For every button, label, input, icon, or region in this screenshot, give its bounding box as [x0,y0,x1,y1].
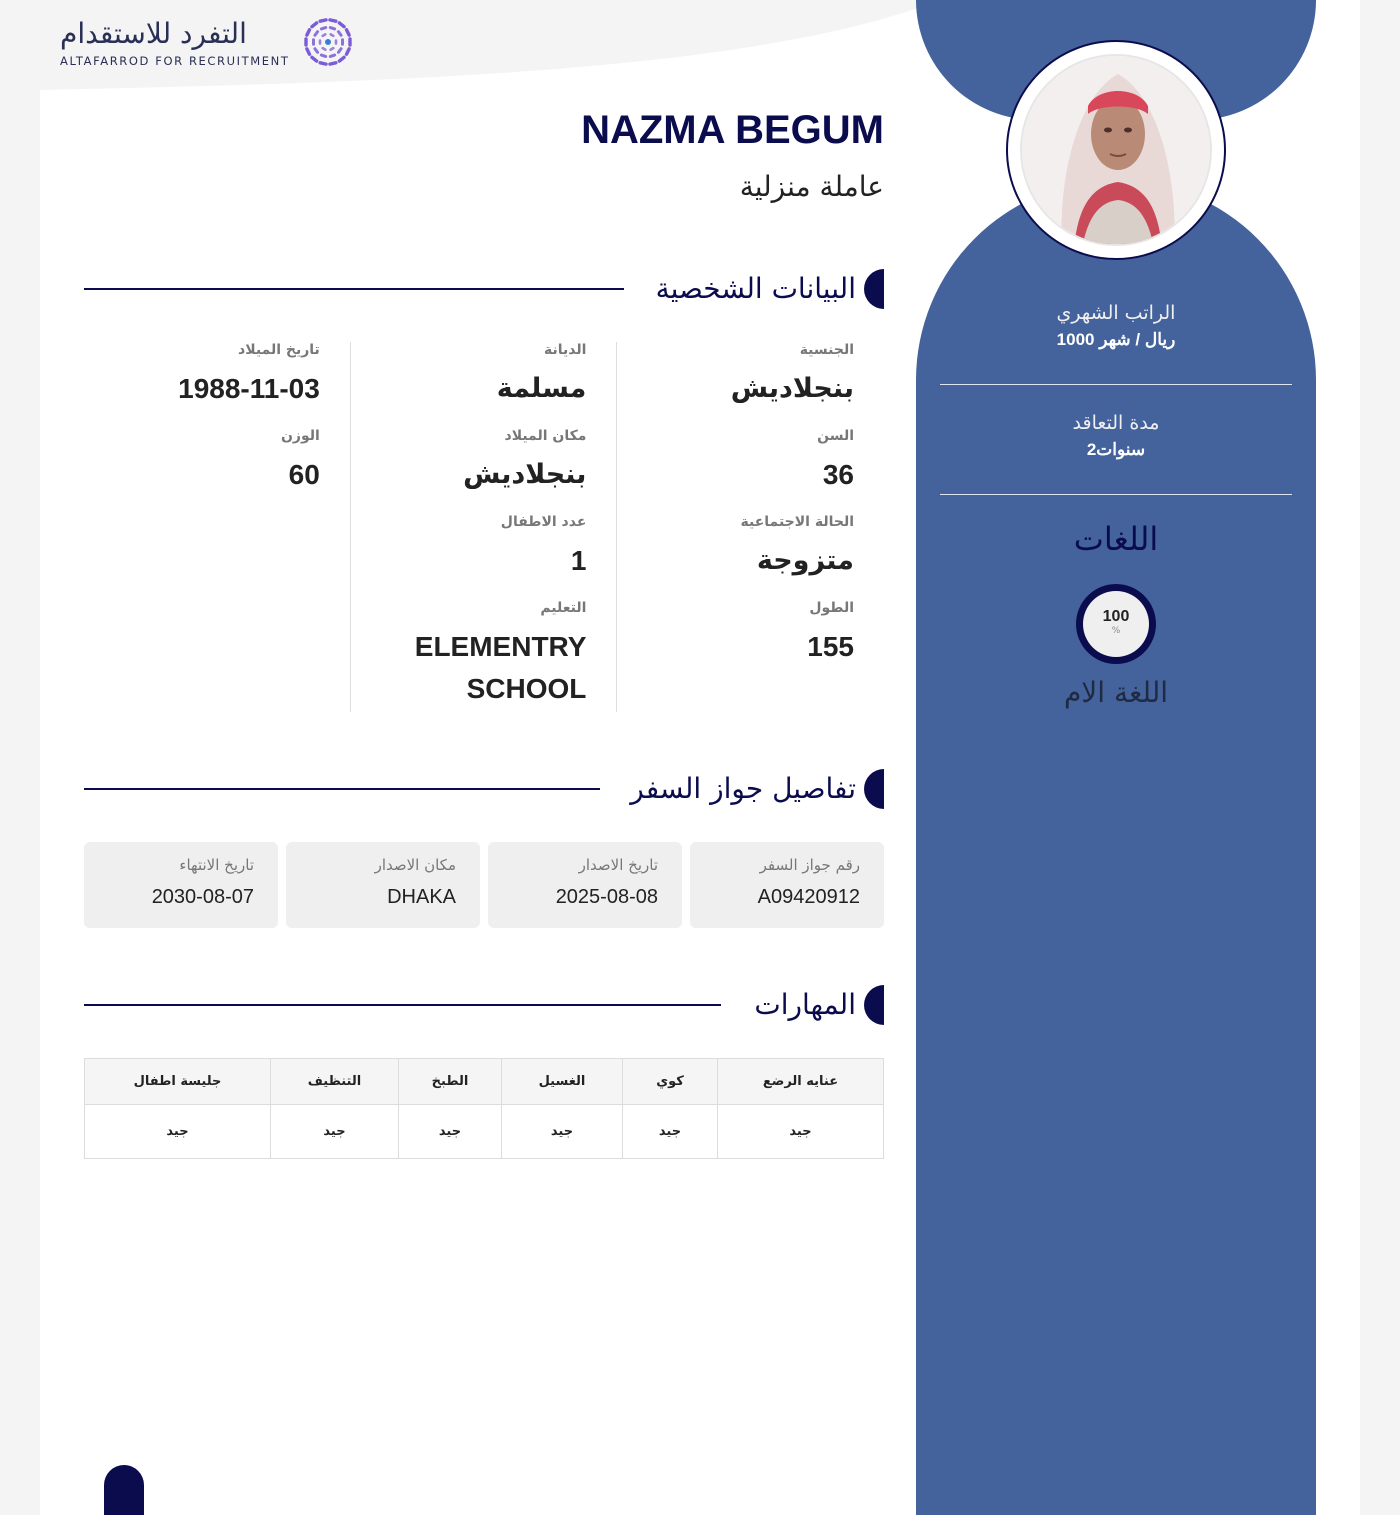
logo-dot [329,63,335,64]
logo-dot [330,55,334,56]
field-label: الطول [809,600,854,616]
field-value: ELEMENTRY SCHOOL [414,631,587,704]
field-value: بنجلاديش [463,459,587,490]
personal-column-1 [617,342,884,712]
skill-level: جيد [271,1105,399,1159]
brand-name-arabic: التفرد للاستقدام [60,17,247,50]
field-label: الجنسية [799,342,854,358]
profile-photo-frame [1006,40,1226,260]
logo-dot [329,20,335,21]
passport-field-label: تاريخ الاصدار [578,856,658,874]
person-silhouette-icon [1022,56,1212,246]
field-value: 155 [807,631,854,662]
languages-title: اللغات [1073,520,1159,558]
passport-field-value: DHAKA [387,886,456,908]
logo-dot [311,57,316,61]
field-birth-date [90,342,320,410]
section-title-skills: المهارات [754,988,856,1021]
field-label: تاريخ الميلاد [238,342,320,358]
field-value: بنجلاديش [730,373,854,404]
section-title-personal: البيانات الشخصية [655,272,856,305]
brand-mark-icon [300,14,356,70]
salary-block [940,302,1292,350]
section-tab-marker [864,985,884,1025]
field-value: 36 [822,459,854,490]
field-birth-place [356,428,586,496]
field-weight [90,428,320,496]
skill-level: جيد [718,1105,884,1159]
profile-photo [1020,54,1212,246]
language-gauge [1076,584,1156,664]
field-label: عدد الاطفال [500,514,587,530]
skill-level: جيد [623,1105,718,1159]
salary-value: 1000 ريال / شهر [1056,330,1176,349]
skills-table [84,1058,884,1159]
contract-block [940,412,1292,460]
skill-level: جيد [399,1105,502,1159]
passport-field-value: 2025-08-08 [555,886,658,908]
field-value: 1988-11-03 [178,373,320,404]
passport-field-label: مكان الاصدار [374,856,456,874]
passport-card-number [690,842,884,928]
job-title: عاملة منزلية [739,170,884,203]
section-divider-line [84,288,624,290]
logo-dot [346,49,349,54]
logo-dot [321,28,325,29]
logo-dot [306,30,309,35]
contract-value: 2سنوات [1086,440,1146,459]
section-divider-line [84,788,600,790]
section-passport-header [84,769,884,809]
logo-dot [314,32,317,36]
sidebar-body-shape [916,180,1316,1515]
passport-card-issue-date [488,842,682,928]
skills-column-header: عنايه الرضع [718,1059,884,1105]
logo-dot [338,32,341,36]
logo-dot [320,20,326,21]
logo-dot [330,34,333,36]
logo-dot [339,57,344,61]
field-label: مكان الميلاد [504,428,587,444]
sidebar [916,0,1316,1515]
salary-label: الراتب الشهري [1056,302,1176,324]
field-religion [356,342,586,410]
skill-level: جيد [85,1105,271,1159]
logo-dot [320,63,326,64]
brand-logo [60,14,356,70]
field-children-count [356,514,586,582]
passport-card-expiry-date [84,842,278,928]
logo-dot [330,28,334,29]
section-divider-line [84,1004,721,1006]
candidate-name: NAZMA BEGUM [581,108,884,152]
field-value: متزوجة [756,545,854,576]
sidebar-divider [940,384,1292,385]
language-percent: 100 [1102,608,1130,625]
skills-column-header: الغسيل [502,1059,623,1105]
field-education [356,600,586,710]
field-height [624,600,854,668]
skills-header-row [85,1059,884,1105]
section-title-passport: تفاصيل جواز السفر [630,772,856,805]
cv-page [40,0,1360,1515]
field-value: مسلمة [496,373,587,404]
language-percent-unit: % [1111,626,1121,636]
section-tab-marker [864,769,884,809]
logo-dot [338,49,341,53]
logo-dot [306,49,309,54]
skills-value-row [85,1105,884,1159]
field-label: الوزن [280,428,320,444]
field-value: 1 [570,545,587,576]
language-gauge-center [1083,591,1149,657]
logo-dot [322,34,325,36]
field-label: السن [817,428,854,444]
logo-dot [322,48,325,50]
passport-field-label: تاريخ الانتهاء [179,856,254,874]
skills-column-header: التنظيف [271,1059,399,1105]
field-label: التعليم [540,600,587,616]
section-tab-marker [864,269,884,309]
section-skills-header [84,985,884,1025]
contract-label: مدة التعاقد [1072,412,1160,434]
bottom-tab-marker [104,1465,144,1515]
field-age [624,428,854,496]
section-personal-header [84,269,884,309]
field-value: 60 [288,459,320,490]
logo-dot [330,48,333,50]
language-name: اللغة الام [1063,676,1169,709]
logo-dot [339,23,344,27]
field-label: الديانة [544,342,587,358]
logo-dot [311,23,316,27]
personal-column-3 [84,342,351,712]
passport-card-issue-place [286,842,480,928]
personal-info-grid [84,342,884,712]
logo-dot [314,49,317,53]
field-label: الحالة الاجتماعية [740,514,854,530]
passport-field-value: 2030-08-07 [151,886,254,908]
passport-field-value: A09420912 [757,886,860,908]
passport-details [84,842,884,928]
personal-column-2 [351,342,618,712]
field-nationality [624,342,854,410]
skills-column-header: الطبخ [399,1059,502,1105]
sidebar-divider [940,494,1292,495]
passport-field-label: رقم جواز السفر [759,856,860,874]
field-marital-status [624,514,854,582]
skills-column-header: جليسة اطفال [85,1059,271,1105]
brand-name-english: ALTAFARROD FOR RECRUITMENT [60,54,290,68]
logo-dot [321,55,325,56]
skill-level: جيد [502,1105,623,1159]
logo-dot [346,30,349,35]
skills-column-header: كوي [623,1059,718,1105]
